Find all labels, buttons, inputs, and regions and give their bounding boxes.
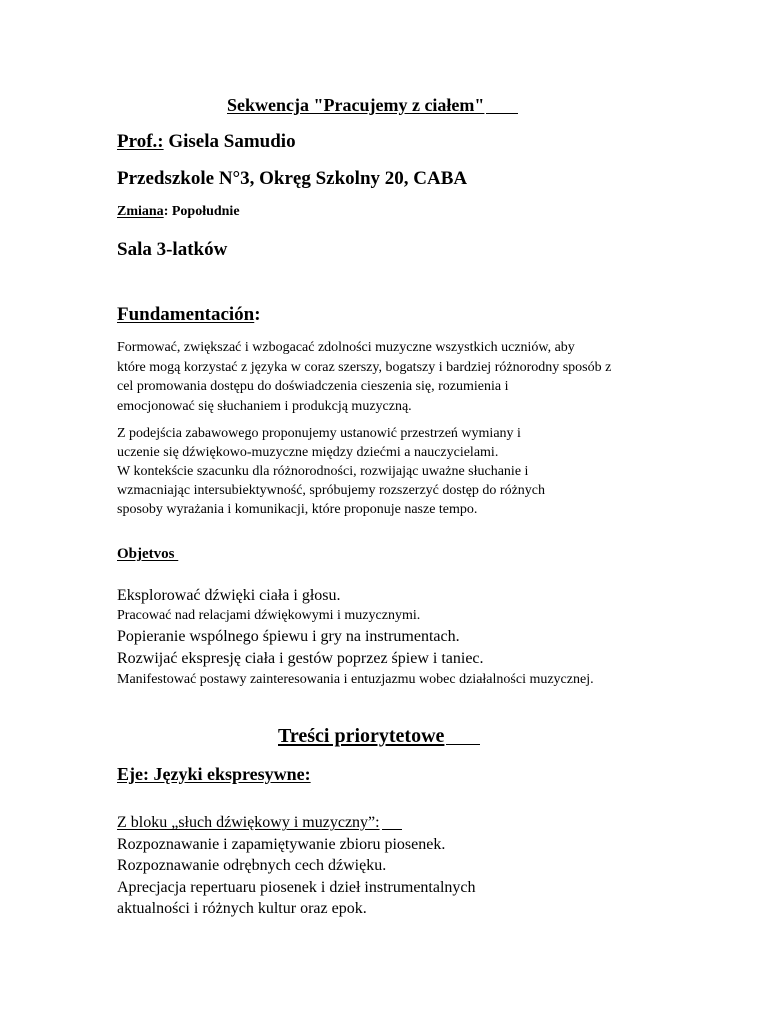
paragraph-line: sposoby wyrażania i komunikacji, które proponuje nasze tempo. xyxy=(117,502,478,517)
paragraph-line: Formować, zwiększać i wzbogacać zdolności muzyczne wszystkich uczniów, aby xyxy=(117,340,575,355)
objective-item: Popieranie wspólnego śpiewu i gry na instrumentach. xyxy=(117,628,460,645)
objective-item: Manifestować postawy zainteresowania i entuzjazmu wobec działalności muzycznej. xyxy=(117,672,594,687)
content-item: Rozpoznawanie odrębnych cech dźwięku. xyxy=(117,857,387,874)
objective-item: Eksplorować dźwięki ciała i głosu. xyxy=(117,587,341,604)
block-underline-tail xyxy=(382,829,402,830)
objective-item: Rozwijać ekspresję ciała i gestów poprzez śpiew i taniec. xyxy=(117,650,484,667)
content-item: Aprecjacja repertuaru piosenek i dzieł instrumentalnych xyxy=(117,878,476,896)
content-item: Rozpoznawanie i zapamiętywanie zbioru piosenek. xyxy=(117,835,446,853)
content-item: aktualności i różnych kultur oraz epok. xyxy=(117,900,367,917)
paragraph-line: W kontekście szacunku dla różnorodności, rozwijając uważne słuchanie i xyxy=(117,464,529,479)
paragraph-line: wzmacniając intersubiektywność, spróbujemy rozszerzyć dostęp do różnych xyxy=(117,483,546,498)
paragraph-line: Z podejścia zabawowego proponujemy ustanowić przestrzeń wymiany i xyxy=(117,426,521,441)
paragraph-line: cel promowania dostępu do doświadczenia cieszenia się, rozumienia i xyxy=(117,379,509,394)
shift-value: : Popołudnie xyxy=(163,204,240,219)
heading-underline-tail xyxy=(446,744,480,745)
professor-label: Prof.: xyxy=(117,131,164,152)
fundamentacion-paragraph-1 xyxy=(117,338,611,416)
paragraph-line: które mogą korzystać z języka w coraz szerszy, bogatszy i bardziej różnorodny sposób z xyxy=(117,359,612,375)
professor-line xyxy=(117,131,296,153)
shift-line xyxy=(117,204,240,220)
tresci-block xyxy=(117,812,476,920)
document-title: Sekwencja "Pracujemy z ciałem" xyxy=(227,95,518,116)
eje-heading: Eje: Języki ekspresywne: xyxy=(117,764,311,784)
fundamentacion-heading: Fundamentación: xyxy=(117,304,261,325)
title-underline-tail xyxy=(486,113,518,114)
paragraph-line: emocjonować się słuchaniem i produkcją muzyczną. xyxy=(117,398,412,414)
block-title: Z bloku „słuch dźwiękowy i muzyczny”: xyxy=(117,812,476,834)
paragraph-line: uczenie się dźwiękowo-muzyczne między dziećmi a nauczycielami. xyxy=(117,445,499,460)
room-line: Sala 3-latków xyxy=(117,239,228,260)
school-line: Przedszkole N°3, Okręg Szkolny 20, CABA xyxy=(117,168,468,189)
tresci-heading: Treści priorytetowe xyxy=(278,725,480,748)
fundamentacion-paragraph-2 xyxy=(117,424,545,519)
professor-name: Gisela Samudio xyxy=(163,131,296,152)
objetivos-heading: Objetvos xyxy=(117,546,179,562)
shift-label: Zmiana xyxy=(117,204,164,219)
objective-item: Pracować nad relacjami dźwiękowymi i muzycznymi. xyxy=(117,608,421,623)
